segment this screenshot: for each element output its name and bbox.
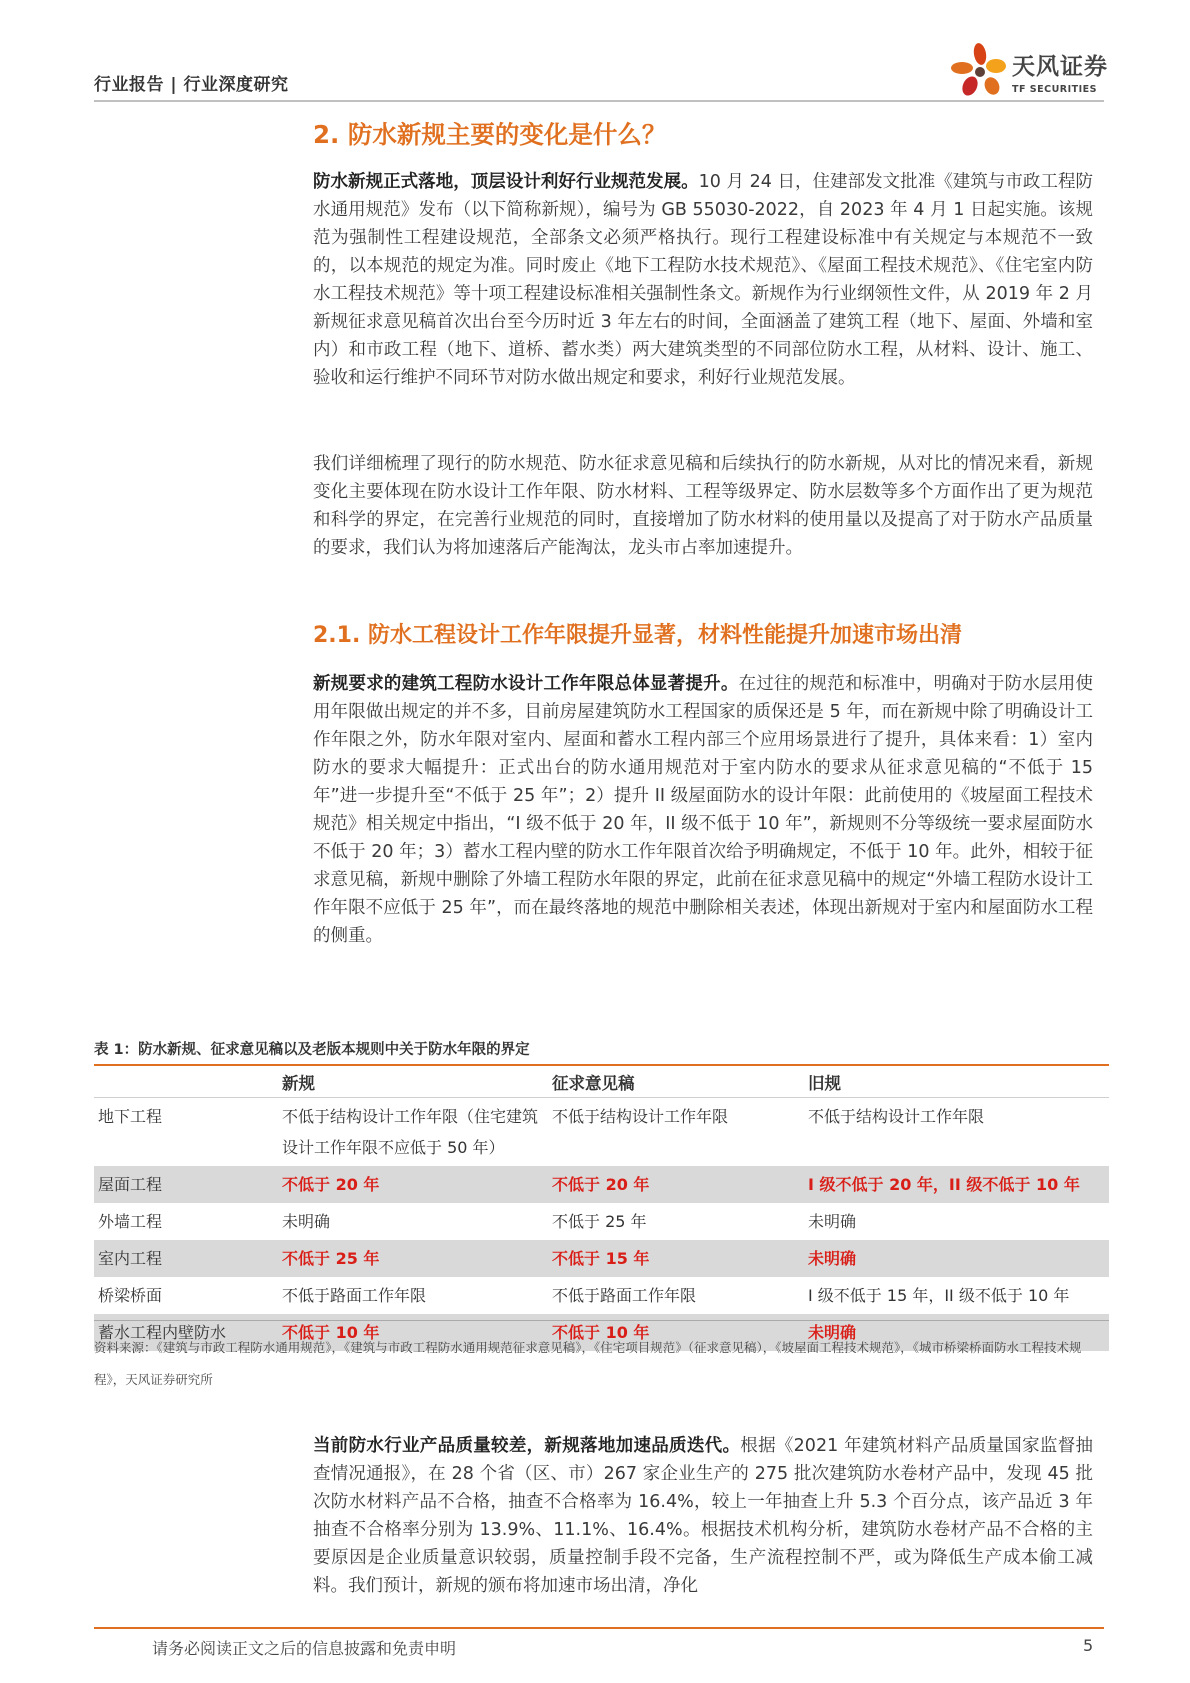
table-row bbox=[94, 1240, 1109, 1277]
cell-new: 未明确 bbox=[282, 1212, 331, 1231]
footer-disclaimer: 请务必阅读正文之后的信息披露和免责申明 bbox=[152, 1639, 457, 1658]
subsection-title: 2.1. 防水工程设计工作年限提升显著，材料性能提升加速市场出清 bbox=[313, 623, 962, 648]
cell-draft: 不低于路面工作年限 bbox=[552, 1286, 697, 1305]
header-cell: 征求意见稿 bbox=[552, 1066, 808, 1098]
cell-old: 未明确 bbox=[808, 1314, 1109, 1351]
cell-new: 不低于 10 年 bbox=[282, 1314, 552, 1351]
paragraph-2: 我们详细梳理了现行的防水规范、防水征求意见稿和后续执行的防水新规，从对比的情况来看，新规变化主要体现在防水设计工作年限、防水材料、工程等级界定、防水层数等多个方面作出了更为规范和科学的界定，在完善行业规范的同时，直接增加了防水材料的使用量以及提高了对于防水产品质量的要求，我们认为将加速落后产能淘汰，龙头市占率加速提升。 bbox=[313, 454, 1093, 558]
logo-english: TF SECURITIES bbox=[1012, 84, 1097, 95]
row-label: 屋面工程 bbox=[94, 1166, 282, 1203]
cell-draft: 不低于 25 年 bbox=[552, 1212, 647, 1231]
paragraph-1-body: 10 月 24 日，住建部发文批准《建筑与市政工程防水通用规范》发布（以下简称新规），编号为 GB 55030-2022，自 2023 年 4 月 1 日起实施。该规范为强制性工程建设规范，全部条文必须严格执行。现行工程建设标准中有关规定与本规范不一致的，以本规范的规定为准。同时废止《地下工程防水技术规范》、《屋面工程技术规范》、《住宅室内防水工程技术规范》等十项工程建设标准相关强制性条文。新规作为行业纲领性文件，从 2019 年 2 月新规征求意见稿首次出台至今历时近 3 年左右的时间，全面涵盖了建筑工程（地下、屋面、外墙和室内）和市政工程（地下、道桥、蓄水类）两大建筑类型的不同部位防水工程，从材料、设计、施工、验收和运行维护不同环节对防水做出规定和要求，利好行业规范发展。 bbox=[313, 172, 1093, 388]
waterproof-years-table bbox=[94, 1066, 1109, 1351]
table-row bbox=[94, 1166, 1109, 1203]
page-number: 5 bbox=[1083, 1636, 1094, 1655]
paragraph-3-lead: 新规要求的建筑工程防水设计工作年限总体显著提升。 bbox=[313, 674, 739, 694]
cell-new: 不低于路面工作年限 bbox=[282, 1286, 427, 1305]
table-bottom-rule bbox=[94, 1320, 1109, 1321]
cell-new: 不低于 25 年 bbox=[282, 1240, 552, 1277]
header-cell: 新规 bbox=[282, 1066, 552, 1098]
footer-divider bbox=[94, 1627, 1104, 1629]
cell-old: 不低于结构设计工作年限 bbox=[808, 1107, 985, 1126]
cell-old: I 级不低于 20 年，II 级不低于 10 年 bbox=[808, 1166, 1109, 1203]
row-label: 桥梁桥面 bbox=[98, 1286, 163, 1305]
cell-old: 未明确 bbox=[808, 1212, 857, 1231]
row-label: 室内工程 bbox=[94, 1240, 282, 1277]
cell-draft: 不低于 15 年 bbox=[552, 1240, 808, 1277]
section-title: 2. 防水新规主要的变化是什么？ bbox=[313, 120, 667, 149]
paragraph-1 bbox=[313, 168, 1093, 392]
paragraph-3 bbox=[313, 670, 1093, 950]
logo-name: 天风证券 bbox=[1012, 54, 1108, 80]
table-row bbox=[94, 1277, 1109, 1314]
paragraph-1-lead: 防水新规正式落地，顶层设计利好行业规范发展。 bbox=[313, 172, 699, 192]
paragraph-4 bbox=[313, 1432, 1093, 1600]
row-label: 地下工程 bbox=[98, 1107, 163, 1126]
report-category: 行业报告 | 行业深度研究 bbox=[94, 75, 289, 95]
table-source-note: 资料来源：《建筑与市政工程防水通用规范》，《建筑与市政工程防水通用规范征求意见稿》，《住宅项目规范》（征求意见稿），《坡屋面工程技术规范》，《城市桥梁桥面防水工程技术规程》，天风证券研究所 bbox=[94, 1340, 1082, 1387]
paragraph-4-body: 根据《2021 年建筑材料产品质量国家监督抽查情况通报》，在 28 个省（区、市）267 家企业生产的 275 批次建筑防水卷材产品中，发现 45 批次防水材料产品不合格，抽查不合格率为 16.4%，较上一年抽查上升 5.3 个百分点，该产品近 3 年抽查不合格率分别为 13.9%、11.1%、16.4%。根据技术机构分析，建筑防水卷材产品不合格的主要原因是企业质量意识较弱，质量控制手段不完备，生产流程控制不严，或为降低生产成本偷工减料。我们预计，新规的颁布将加速市场出清，净化 bbox=[313, 1436, 1094, 1596]
table-header-row bbox=[94, 1066, 1109, 1098]
cell-draft: 不低于 20 年 bbox=[552, 1166, 808, 1203]
row-label: 蓄水工程内壁防水 bbox=[94, 1314, 282, 1351]
header-cell: 旧规 bbox=[808, 1066, 1109, 1098]
cell-old: I 级不低于 15 年，II 级不低于 10 年 bbox=[808, 1286, 1070, 1305]
cell-new: 不低于结构设计工作年限（住宅建筑设计工作年限不应低于 50 年） bbox=[282, 1107, 539, 1157]
cell-new: 不低于 20 年 bbox=[282, 1166, 552, 1203]
cell-draft: 不低于结构设计工作年限 bbox=[552, 1107, 729, 1126]
row-label: 外墙工程 bbox=[98, 1212, 163, 1231]
table-row bbox=[94, 1098, 1109, 1167]
paragraph-3-body: 在过往的规范和标准中，明确对于防水层用使用年限做出规定的并不多，目前房屋建筑防水工程国家的质保还是 5 年，而在新规中除了明确设计工作年限之外，防水年限对室内、屋面和蓄水工程内部三个应用场景进行了提升，具体来看：1）室内防水的要求大幅提升：正式出台的防水通用规范对于室内防水的要求从征求意见稿的“不低于 15 年”进一步提升至“不低于 25 年”；2）提升 II 级屋面防水的设计年限：此前使用的《坡屋面工程技术规范》相关规定中指出，“I 级不低于 20 年，II 级不低于 10 年”，新规则不分等级统一要求屋面防水不低于 20 年；3）蓄水工程内壁的防水工作年限首次给予明确规定，不低于 10 年。此外，相较于征求意见稿，新规中删除了外墙工程防水年限的界定，此前在征求意见稿中的规定“外墙工程防水设计工作年限不应低于 25 年”，而在最终落地的规范中删除相关表述，体现出新规对于室内和屋面防水工程的侧重。 bbox=[313, 674, 1094, 946]
paragraph-4-lead: 当前防水行业产品质量较差，新规落地加速品质迭代。 bbox=[313, 1436, 741, 1456]
cell-draft: 不低于 10 年 bbox=[552, 1314, 808, 1351]
cell-old: 未明确 bbox=[808, 1240, 1109, 1277]
table-title: 表 1：防水新规、征求意见稿以及老版本规则中关于防水年限的界定 bbox=[94, 1042, 530, 1058]
table-row bbox=[94, 1203, 1109, 1240]
header-cell bbox=[94, 1066, 282, 1098]
